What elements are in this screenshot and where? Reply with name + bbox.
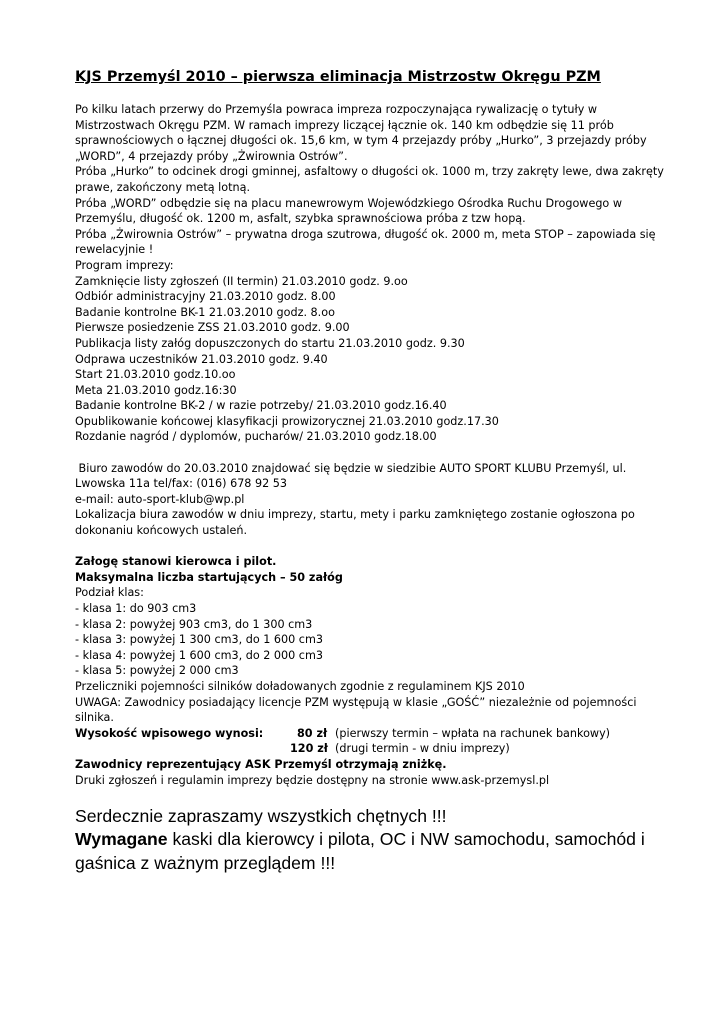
fee-row-first (75, 726, 675, 742)
program-item: Badanie kontrolne BK-1 21.03.2010 godz. 8.oo (75, 305, 335, 319)
turbo-note: Przeliczniki pojemności silników doładowanych zgodnie z regulaminem KJS 2010 (75, 679, 525, 693)
invite-line: Serdecznie zapraszamy wszystkich chętnych !!! (75, 806, 447, 827)
crew-info: Załogę stanowi kierowca i pilot. (75, 555, 277, 569)
spacer (75, 445, 675, 461)
discount-note: Zawodnicy reprezentujący ASK Przemyśl otrzymają zniżkę. (75, 757, 447, 771)
intro-line: Próba „WORD” odbędzie się na placu manewrowym Wojewódzkiego Ośrodka Ruchu Drogowego w (75, 196, 622, 210)
program-item: Opublikowanie końcowej klasyfikacji prowizorycznej 21.03.2010 godz.17.30 (75, 414, 499, 428)
classes-section (75, 585, 675, 679)
fee-label: Wysokość wpisowego wynosi: (75, 726, 264, 740)
class-item: - klasa 3: powyżej 1 300 cm3, do 1 600 cm3 (75, 633, 323, 647)
fee-section (75, 726, 675, 757)
required-line (75, 828, 675, 851)
fee-second-amount: 120 zł (290, 742, 328, 756)
fee-first-note: (pierwszy termin – wpłata na rachunek bankowy) (335, 726, 611, 740)
intro-line: Próba „Hurko” to odcinek drogi gminnej, asfaltowy o długości ok. 1000 m, trzy zakręty lewe, dwa zakręty (75, 165, 664, 179)
intro-line: „WORD”, 4 przejazdy próby „Żwirownia Ostrów”. (75, 149, 348, 163)
office-section (75, 461, 675, 539)
intro-line: rewelacyjnie ! (75, 243, 154, 257)
office-line: dokonaniu końcowych ustaleń. (75, 524, 248, 538)
program-item: Publikacja listy załóg dopuszczonych do startu 21.03.2010 godz. 9.30 (75, 336, 465, 350)
required-line-2: gaśnica z ważnym przeglądem !!! (75, 852, 336, 873)
intro-line: prawe, zakończony metą lotną. (75, 180, 251, 194)
intro-line: Próba „Żwirownia Ostrów” – prywatna droga szutrowa, długość ok. 2000 m, meta STOP – zapowiada się (75, 227, 656, 241)
program-item: Meta 21.03.2010 godz.16:30 (75, 383, 237, 397)
class-item: - klasa 2: powyżej 903 cm3, do 1 300 cm3 (75, 617, 313, 631)
program-item: Odbiór administracyjny 21.03.2010 godz. 8.00 (75, 290, 336, 304)
office-line: Biuro zawodów do 20.03.2010 znajdować się będzie w siedzibie AUTO SPORT KLUBU Przemyśl, ul. (75, 461, 627, 475)
required-bold: Wymagane (75, 829, 168, 850)
program-item: Pierwsze posiedzenie ZSS 21.03.2010 godz. 9.00 (75, 321, 350, 335)
fee-second-note: (drugi termin - w dniu imprezy) (335, 742, 510, 756)
office-line: Lwowska 11a tel/fax: (016) 678 92 53 (75, 477, 288, 491)
office-line: Lokalizacja biura zawodów w dniu imprezy, startu, mety i parku zamkniętego zostanie ogłoszona po (75, 508, 635, 522)
program-item: Odprawa uczestników 21.03.2010 godz. 9.40 (75, 352, 328, 366)
program-heading: Program imprezy: (75, 258, 174, 272)
required-rest: kaski dla kierowcy i pilota, OC i NW samochodu, samochód i (167, 829, 645, 850)
intro-line: Przemyślu, długość ok. 1200 m, asfalt, szybka sprawnościowa próba z tzw hopą. (75, 212, 526, 226)
max-crews: Maksymalna liczba startujących – 50 załóg (75, 570, 343, 584)
closing-section (75, 805, 675, 875)
program-item: Zamknięcie listy zgłoszeń (II termin) 21.03.2010 godz. 9.oo (75, 274, 408, 288)
program-section (75, 258, 675, 445)
intro-line: sprawnościowych o łącznej długości ok. 15,6 km, w tym 4 przejazdy próby „Hurko”, 3 przejazdy próby (75, 134, 647, 148)
intro-line: Mistrzostwach Okręgu PZM. W ramach imprezy liczącej łącznie ok. 140 km odbędzie się 11 prób (75, 118, 614, 132)
classes-heading: Podział klas: (75, 586, 144, 600)
fee-row-second (75, 741, 675, 757)
warning-line: silnika. (75, 711, 114, 725)
program-item: Badanie kontrolne BK-2 / w razie potrzeby/ 21.03.2010 godz.16.40 (75, 399, 447, 413)
document-page (75, 67, 675, 875)
program-item: Start 21.03.2010 godz.10.oo (75, 368, 236, 382)
class-item: - klasa 1: do 903 cm3 (75, 602, 197, 615)
class-item: - klasa 5: powyżej 2 000 cm3 (75, 664, 239, 678)
office-email: e-mail: auto-sport-klub@wp.pl (75, 492, 245, 506)
fee-first-amount: 80 zł (297, 726, 328, 740)
spacer (75, 539, 675, 555)
warning-line: UWAGA: Zawodnicy posiadający licencje PZM występują w klasie „GOŚĆ” niezależnie od pojemności (75, 695, 637, 709)
intro-section (75, 102, 675, 258)
forms-note: Druki zgłoszeń i regulamin imprezy będzie dostępny na stronie www.ask-przemysl.pl (75, 773, 550, 787)
program-item: Rozdanie nagród / dyplomów, pucharów/ 21.03.2010 godz.18.00 (75, 430, 437, 444)
document-title: KJS Przemyśl 2010 – pierwsza eliminacja Mistrzostw Okręgu PZM (75, 69, 601, 85)
class-item: - klasa 4: powyżej 1 600 cm3, do 2 000 cm3 (75, 648, 323, 662)
intro-line: Po kilku latach przerwy do Przemyśla powraca impreza rozpoczynająca rywalizację o tytuły w (75, 103, 598, 116)
